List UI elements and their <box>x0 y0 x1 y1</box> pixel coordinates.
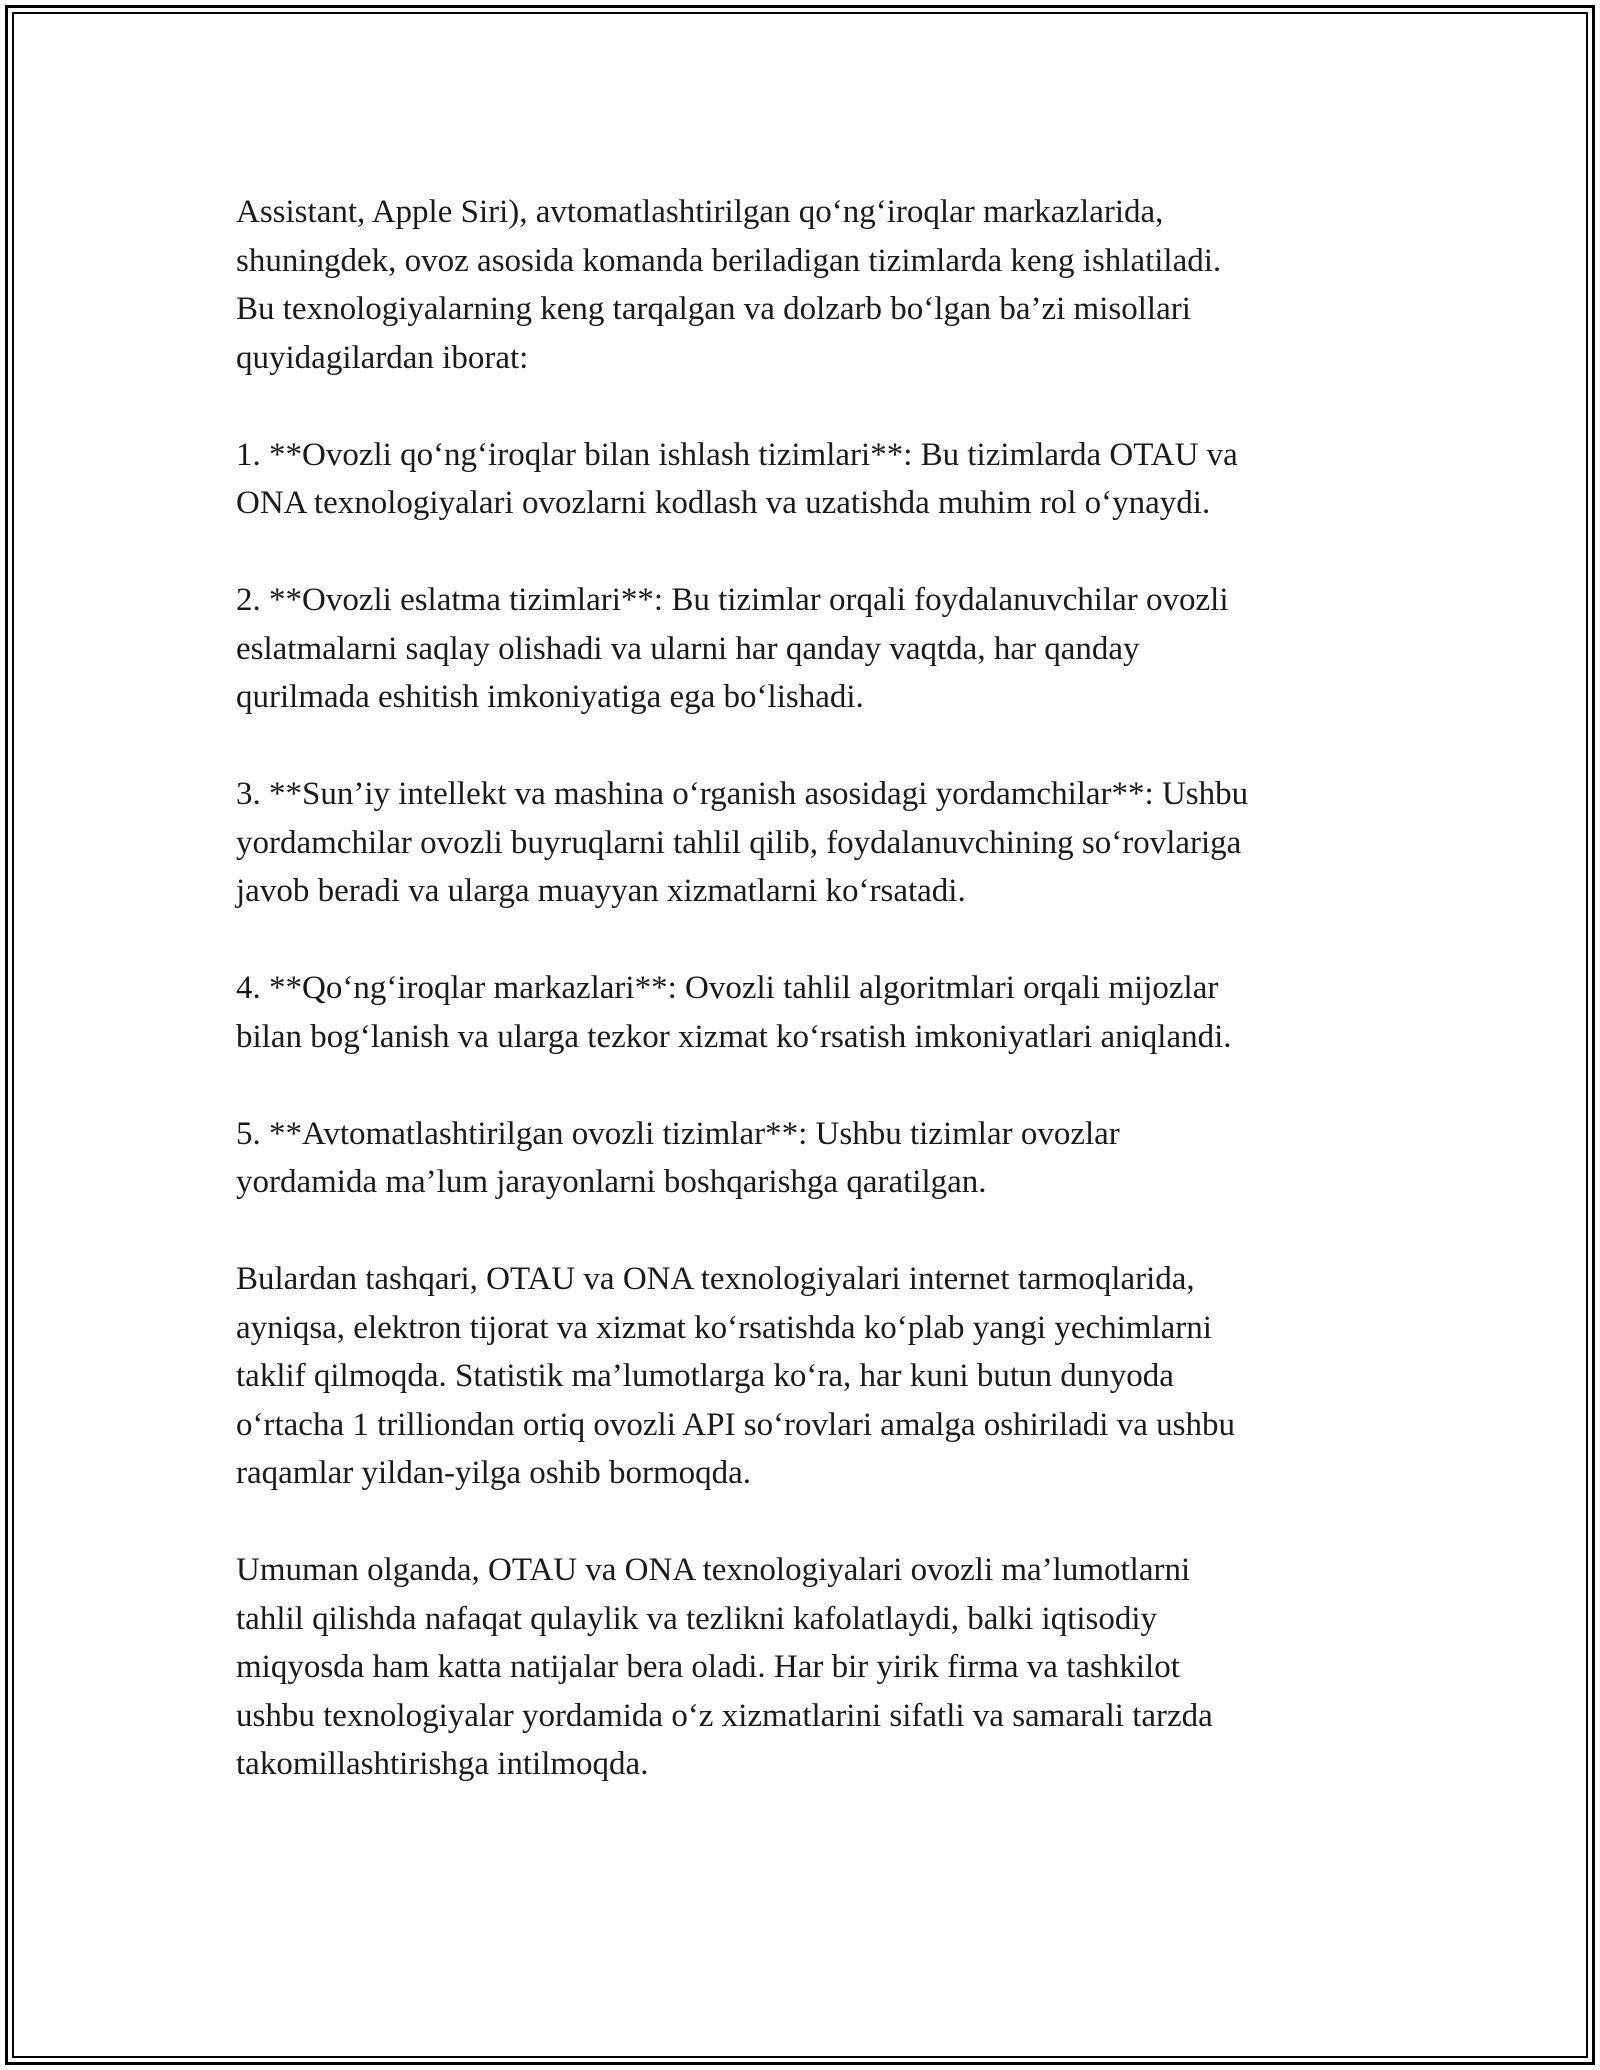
list-item-5: 5. **Avtomatlashtirilgan ovozli tizimlar**: Ushbu tizimlar ovozlar yordamida ma’lum jarayonlarni boshqarishga qaratilgan. <box>236 1115 1120 1200</box>
paragraph-additional: Bulardan tashqari, OTAU va ONA texnologiyalari internet tarmoqlarida, ayniqsa, elektron tijorat va xizmat ko‘rsatishda ko‘plab yangi yechimlarni taklif qilmoqda. Statistik ma’lumotlarga ko‘ra, har kuni butun dunyoda o‘rtacha 1 trilliondan ortiq ovozli API so‘rovlari amalga oshiriladi va ushbu raqamlar yildan-yilga oshib bormoqda. <box>236 1261 1235 1491</box>
list-item-4: 4. **Qo‘ng‘iroqlar markazlari**: Ovozli tahlil algoritmlari orqali mijozlar bilan bog‘lanish va ularga tezkor xizmat ko‘rsatish imkoniyatlari aniqlandi. <box>236 970 1232 1055</box>
list-item-3: 3. **Sun’iy intellekt va mashina o‘rganish asosidagi yordamchilar**: Ushbu yordamchilar ovozli buyruqlarni tahlil qilib, foydalanuvchining so‘rovlariga javob beradi va ularga muayyan xizmatlarni ko‘rsatadi. <box>236 776 1249 909</box>
document-body <box>236 188 1376 1789</box>
list-item-2: 2. **Ovozli eslatma tizimlari**: Bu tizimlar orqali foydalanuvchilar ovozli eslatmalarni saqlay olishadi va ularni har qanday vaqtda, har qanday qurilmada eshitish imkoniyatiga ega bo‘lishadi. <box>236 582 1229 715</box>
paragraph-conclusion: Umuman olganda, OTAU va ONA texnologiyalari ovozli ma’lumotlarni tahlil qilishda nafaqat qulaylik va tezlikni kafolatlaydi, balki iqtisodiy miqyosda ham katta natijalar bera oladi. Har bir yirik firma va tashkilot ushbu texnologiyalar yordamida o‘z xizmatlarini sifatli va samarali tarzda takomillashtirishga intilmoqda. <box>236 1552 1213 1782</box>
paragraph-intro: Assistant, Apple Siri), avtomatlashtirilgan qo‘ng‘iroqlar markazlarida, shuningdek, ovoz asosida komanda beriladigan tizimlarda keng ishlatiladi. Bu texnologiyalarning keng tarqalgan va dolzarb bo‘lgan ba’zi misollari quyidagilardan iborat: <box>236 194 1222 376</box>
list-item-1: 1. **Ovozli qo‘ng‘iroqlar bilan ishlash tizimlari**: Bu tizimlarda OTAU va ONA texnologiyalari ovozlarni kodlash va uzatishda muhim rol o‘ynaydi. <box>236 436 1238 521</box>
